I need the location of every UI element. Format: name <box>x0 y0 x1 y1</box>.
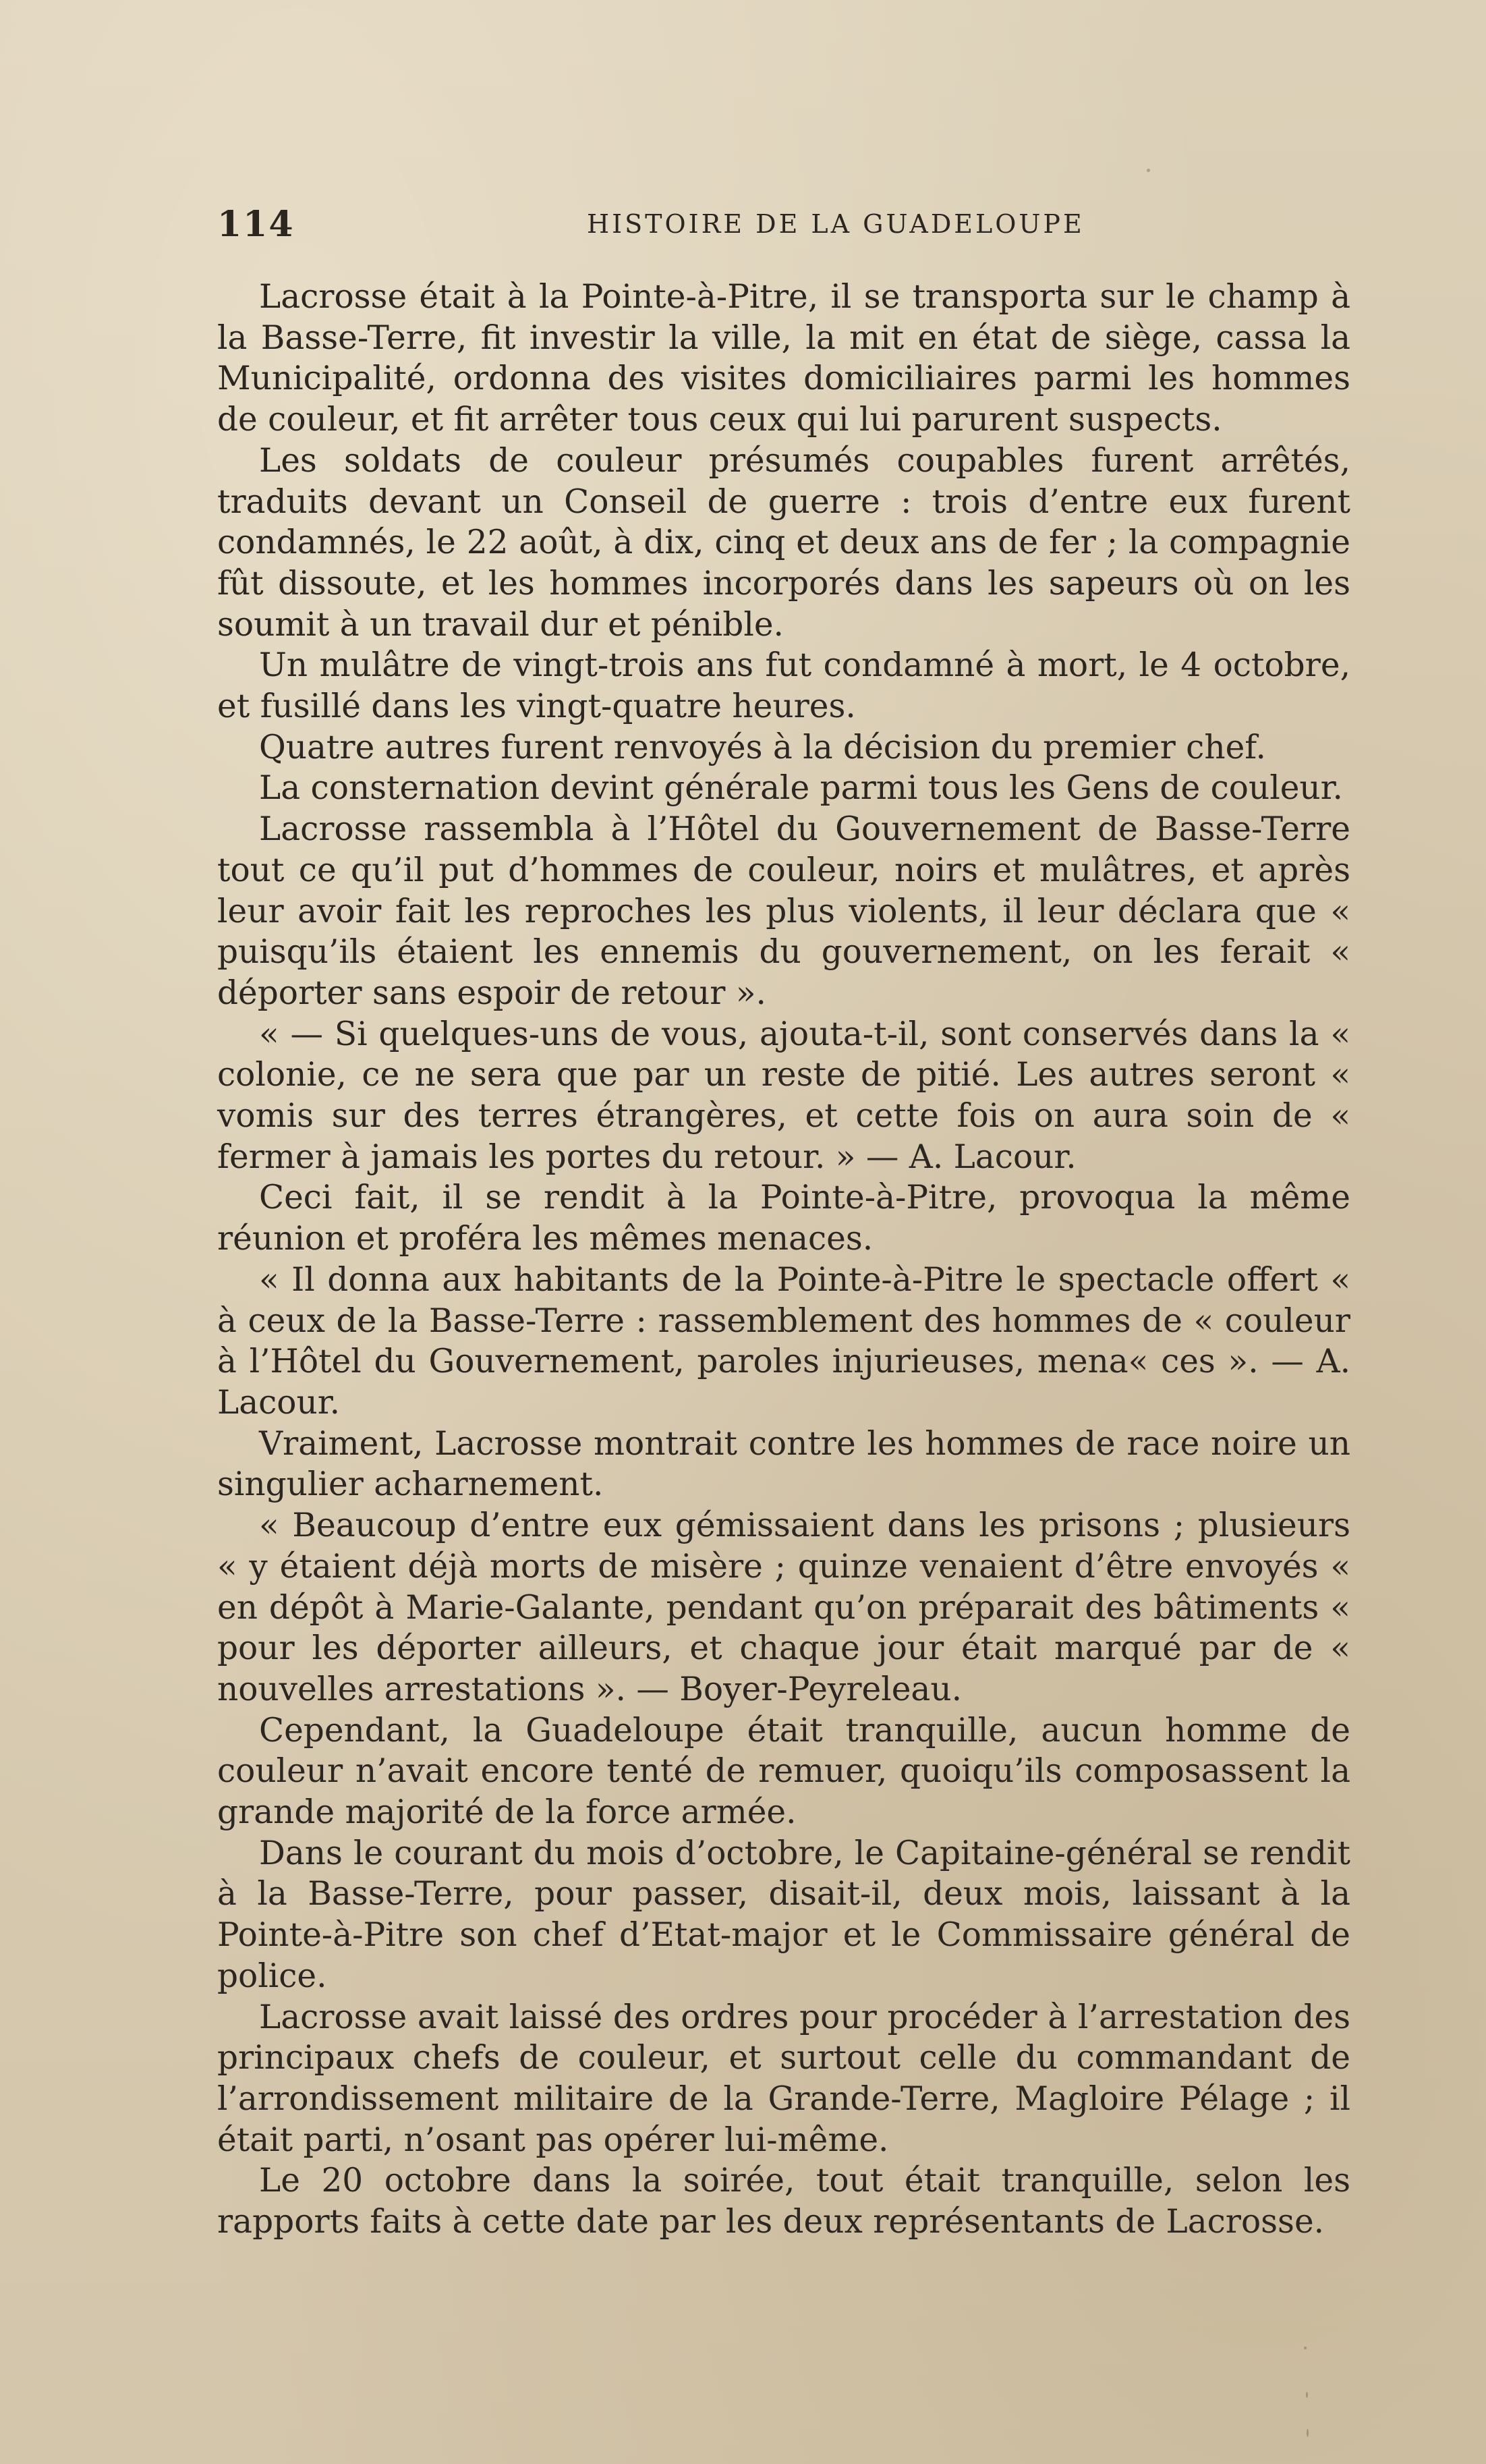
running-title: HISTOIRE DE LA GUADELOUPE <box>587 209 1085 239</box>
paper-speck <box>1306 2392 1308 2398</box>
paragraph: Le 20 octobre dans la soirée, tout était tranquille, selon les rapports faits à cette date par les deux représentants de Lacrosse. <box>217 2162 1350 2241</box>
paragraph: Quatre autres furent renvoyés à la décision du premier chef. <box>259 728 1266 766</box>
paragraph: Cependant, la Guadeloupe était tranquille, aucun homme de couleur n’avait encore tenté de remuer, quoiqu’ils composassent la grande majorité de la force armée. <box>217 1711 1350 1832</box>
paragraph: Ceci fait, il se rendit à la Pointe-à-Pitre, provoqua la même réunion et proféra les mêmes menaces. <box>217 1179 1350 1258</box>
paragraph: Un mulâtre de vingt-trois ans fut condamné à mort, le 4 octobre, et fusillé dans les vingt-quatre heures. <box>217 646 1350 726</box>
paragraph: Dans le courant du mois d’octobre, le Capitaine-général se rendit à la Basse-Terre, pour passer, disait-il, deux mois, laissant à la Pointe-à-Pitre son chef d’Etat-major et le Commissaire général de police. <box>217 1834 1350 1995</box>
paragraph: « Il donna aux habitants de la Pointe-à-Pitre le spectacle offert « à ceux de la Basse-Terre : rassemblement des hommes de « couleur à l’Hôtel du Gouvernement, paroles injurieuses, mena« ces ». — A. Lacour. <box>217 1260 1350 1422</box>
paragraph: « Beaucoup d’entre eux gémissaient dans les prisons ; plusieurs « y étaient déjà morts de misère ; quinze venaient d’être envoyés « en dépôt à Marie-Galante, pendant qu’on préparait des bâtiments « pour les déporter ailleurs, et chaque jour était marqué par de « nouvelles arrestations ». — Boyer-Peyreleau. <box>217 1507 1350 1708</box>
paragraph: La consternation devint générale parmi tous les Gens de couleur. <box>259 769 1343 808</box>
paper-speck <box>1147 169 1150 172</box>
page-header <box>217 204 1350 244</box>
body-text <box>217 277 1350 2243</box>
paragraph: Lacrosse était à la Pointe-à-Pitre, il se transporta sur le champ à la Basse-Terre, fit investir la ville, la mit en état de siège, cassa la Municipalité, ordonna des visites domiciliaires parmi les hommes de couleur, et fit arrêter tous ceux qui lui parurent suspects. <box>217 278 1350 439</box>
paper-speck <box>1304 2347 1307 2349</box>
paragraph: Vraiment, Lacrosse montrait contre les hommes de race noire un singulier acharnement. <box>217 1424 1350 1504</box>
paragraph: « — Si quelques-uns de vous, ajouta-t-il, sont conservés dans la « colonie, ce ne sera que par un reste de pitié. Les autres seront « vomis sur des terres étrangères, et cette fois on aura soin de « fermer à jamais les portes du retour. » — A. Lacour. <box>217 1015 1350 1176</box>
page-number: 114 <box>217 204 295 245</box>
paragraph: Lacrosse avait laissé des ordres pour procéder à l’arrestation des principaux chefs de couleur, et surtout celle du commandant de l’arrondissement militaire de la Grande-Terre, Magloire Pélage ; il était parti, n’osant pas opérer lui-même. <box>217 1998 1350 2159</box>
paper-speck <box>1307 2429 1309 2437</box>
paragraph: Les soldats de couleur présumés coupables furent arrêtés, traduits devant un Conseil de guerre : trois d’entre eux furent condamnés, le 22 août, à dix, cinq et deux ans de fer ; la compagnie fût dissoute, et les hommes incorporés dans les sapeurs où on les soumit à un travail dur et pénible. <box>217 441 1350 644</box>
paragraph: Lacrosse rassembla à l’Hôtel du Gouvernement de Basse-Terre tout ce qu’il put d’hommes de couleur, noirs et mulâtres, et après leur avoir fait les reproches les plus violents, il leur déclara que « puisqu’ils étaient les ennemis du gouvernement, on les ferait « déporter sans espoir de retour ». <box>217 810 1350 1012</box>
